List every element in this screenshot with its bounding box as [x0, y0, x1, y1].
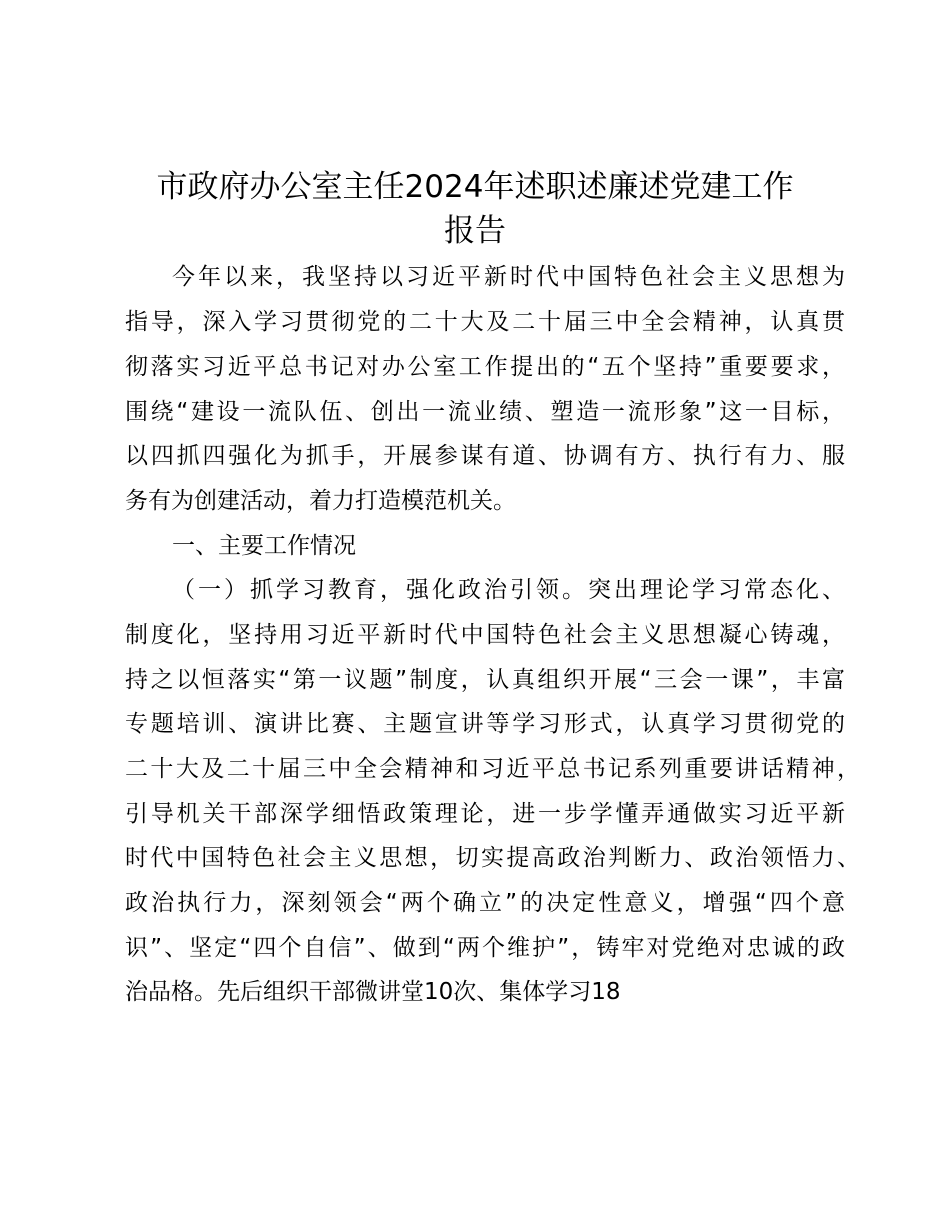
paragraph-line: 政治执行力，深刻领会“两个确立”的决定性意义，增强“四个意: [125, 890, 845, 916]
paragraph-line: 彻落实习近平总书记对办公室工作提出的“五个坚持”重要要求，: [125, 354, 845, 380]
paragraph-line: 专题培训、演讲比赛、主题宣讲等学习形式，认真学习贯彻党的: [125, 711, 845, 737]
paragraph-line: 务有为创建活动，着力打造模范机关。: [125, 488, 516, 514]
section-heading-text: 一、主要工作情况: [172, 533, 356, 559]
paragraph-line: （一）抓学习教育，强化政治引领。突出理论学习常态化、: [172, 577, 845, 603]
paragraph-line: 围绕“建设一流队伍、创出一流业绩、塑造一流形象”这一目标，: [125, 399, 845, 425]
paragraph-line: 指导，深入学习贯彻党的二十大及二十届三中全会精神，认真贯: [125, 309, 845, 335]
paragraph-line: 引导机关干部深学细悟政策理论，进一步学懂弄通做实习近平新: [125, 801, 845, 827]
document-title-line-2: 报告: [444, 213, 506, 249]
paragraph-line: 二十大及二十届三中全会精神和习近平总书记系列重要讲话精神，: [125, 756, 860, 782]
paragraph-line: 制度化，坚持用习近平新时代中国特色社会主义思想凝心铸魂，: [125, 622, 845, 648]
document-title-line-1: 市政府办公室主任2024年述职述廉述党建工作: [156, 169, 794, 205]
paragraph-line: 今年以来，我坚持以习近平新时代中国特色社会主义思想为: [172, 264, 845, 290]
paragraph-line: 治品格。先后组织干部微讲堂10次、集体学习18: [125, 979, 621, 1005]
paragraph-line: 时代中国特色社会主义思想，切实提高政治判断力、政治领悟力、: [125, 845, 860, 871]
paragraph-line: 持之以恒落实“第一议题”制度，认真组织开展“三会一课”，丰富: [125, 667, 845, 693]
paragraph-line: 识”、坚定“四个自信”、做到“两个维护”，铸牢对党绝对忠诚的政: [125, 935, 845, 961]
paragraph-line: 以四抓四强化为抓手，开展参谋有道、协调有方、执行有力、服: [125, 443, 845, 469]
